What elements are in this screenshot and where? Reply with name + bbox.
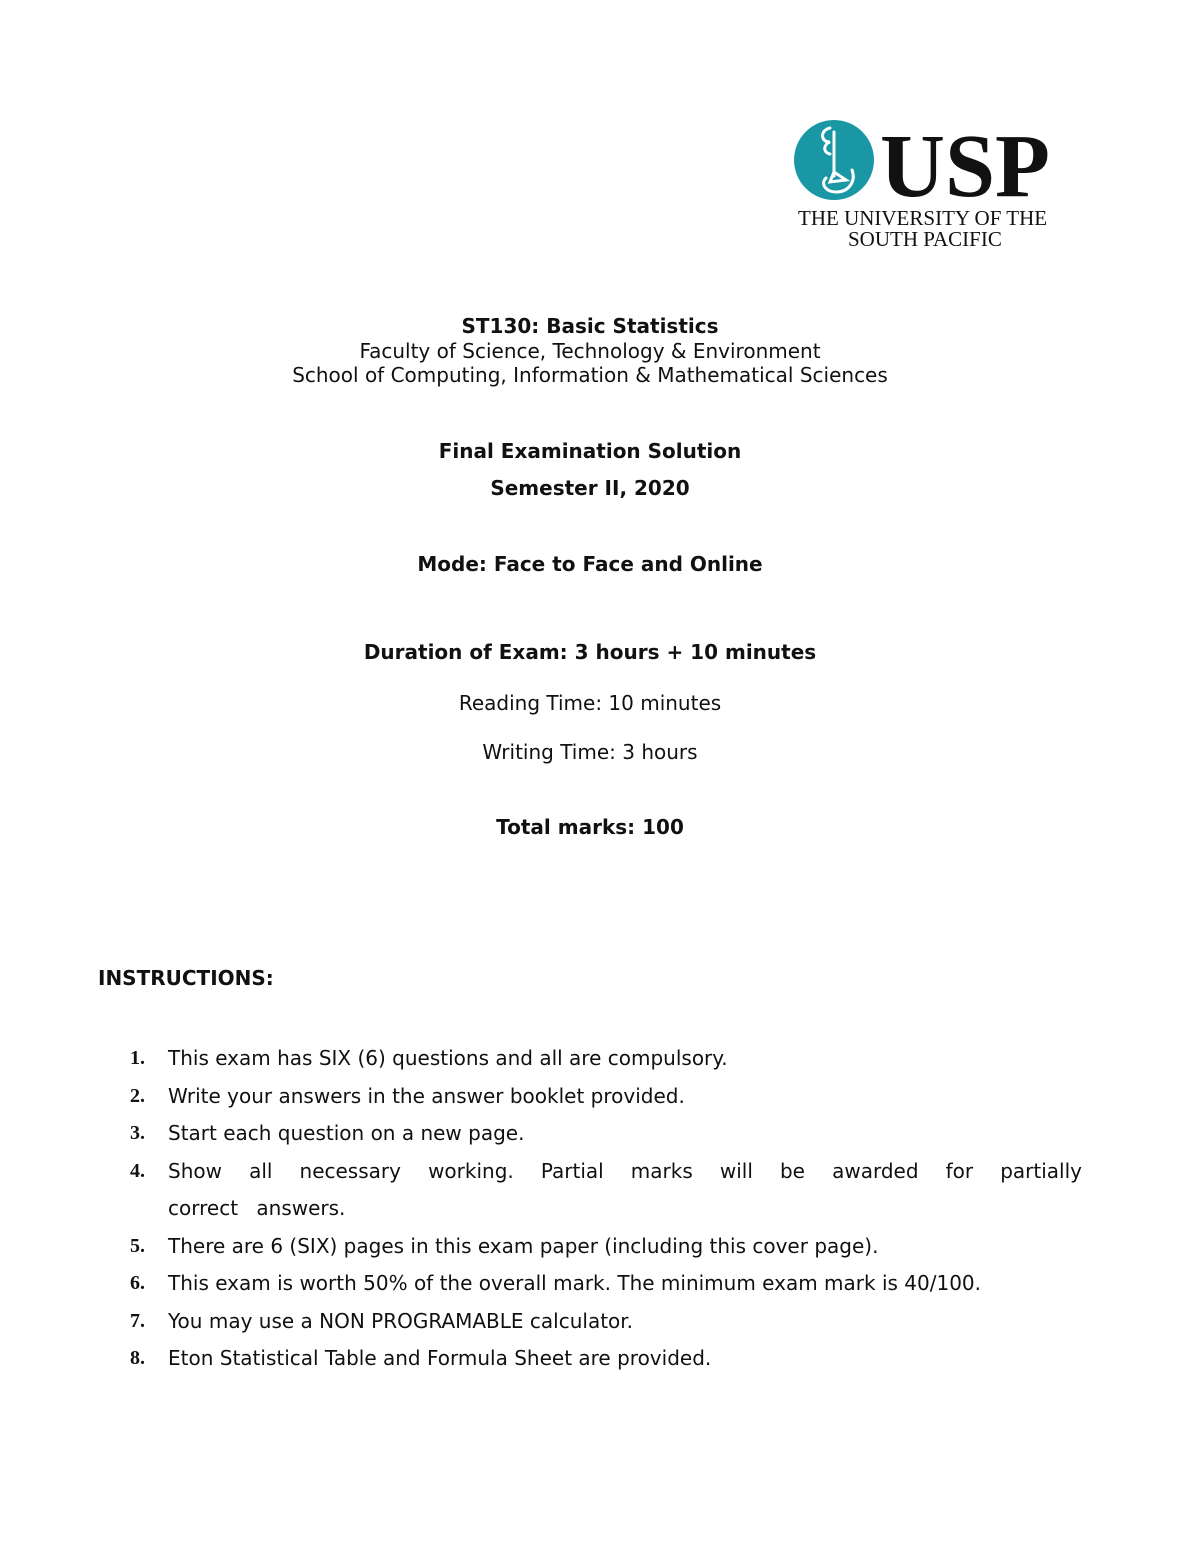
instruction-text: Eton Statistical Table and Formula Sheet are provided. — [168, 1346, 712, 1370]
reading-time: Reading Time: 10 minutes — [458, 691, 722, 715]
total-marks: Total marks: 100 — [496, 815, 684, 839]
instruction-number: 8. — [130, 1347, 145, 1369]
instruction-text: This exam is worth 50% of the overall mark. The minimum exam mark is 40/100. — [168, 1271, 982, 1295]
instruction-text: This exam has SIX (6) questions and all are compulsory. — [168, 1046, 728, 1070]
instruction-number: 2. — [130, 1084, 145, 1107]
exam-semester: Semester II, 2020 — [490, 476, 690, 500]
instruction-item — [130, 1228, 1082, 1266]
exam-duration: Duration of Exam: 3 hours + 10 minutes — [363, 640, 817, 664]
university-name-line1: THE UNIVERSITY OF THE — [798, 206, 1048, 230]
instruction-text: You may use a NON PROGRAMABLE calculator. — [168, 1308, 634, 1333]
course-title: ST130: Basic Statistics — [461, 314, 719, 338]
instruction-number: 3. — [130, 1122, 145, 1144]
usp-logo-graphic — [790, 118, 1080, 253]
instruction-number: 1. — [130, 1047, 145, 1069]
instruction-number: 7. — [130, 1309, 145, 1332]
instruction-item — [130, 1340, 1082, 1378]
exam-title: Final Examination Solution — [438, 439, 742, 463]
instruction-item — [130, 1153, 1082, 1228]
instruction-text: Write your answers in the answer booklet provided. — [168, 1083, 685, 1108]
instructions-list — [130, 1040, 1082, 1378]
instruction-item — [130, 1115, 1082, 1153]
instruction-text: Start each question on a new page. — [168, 1121, 525, 1145]
instruction-item — [130, 1078, 1082, 1116]
usp-wordmark: USP — [880, 118, 1051, 216]
instruction-item — [130, 1303, 1082, 1341]
instruction-number: 5. — [130, 1234, 145, 1257]
instruction-number: 6. — [130, 1272, 145, 1294]
usp-logo — [790, 118, 1080, 253]
university-name-line2: SOUTH PACIFIC — [848, 227, 1002, 251]
instruction-item — [130, 1040, 1082, 1078]
instruction-number: 4. — [130, 1159, 145, 1182]
instructions-heading: INSTRUCTIONS: — [98, 966, 274, 990]
instruction-item — [130, 1265, 1082, 1303]
writing-time: Writing Time: 3 hours — [482, 740, 698, 764]
school-name: School of Computing, Information & Mathematical Sciences — [292, 363, 888, 387]
faculty-name: Faculty of Science, Technology & Environment — [359, 339, 821, 363]
instruction-text: Show all necessary working. Partial marks will be awarded for partially correct answers. — [168, 1158, 1082, 1220]
exam-mode: Mode: Face to Face and Online — [417, 552, 763, 576]
instruction-text: There are 6 (SIX) pages in this exam paper (including this cover page). — [168, 1233, 879, 1258]
